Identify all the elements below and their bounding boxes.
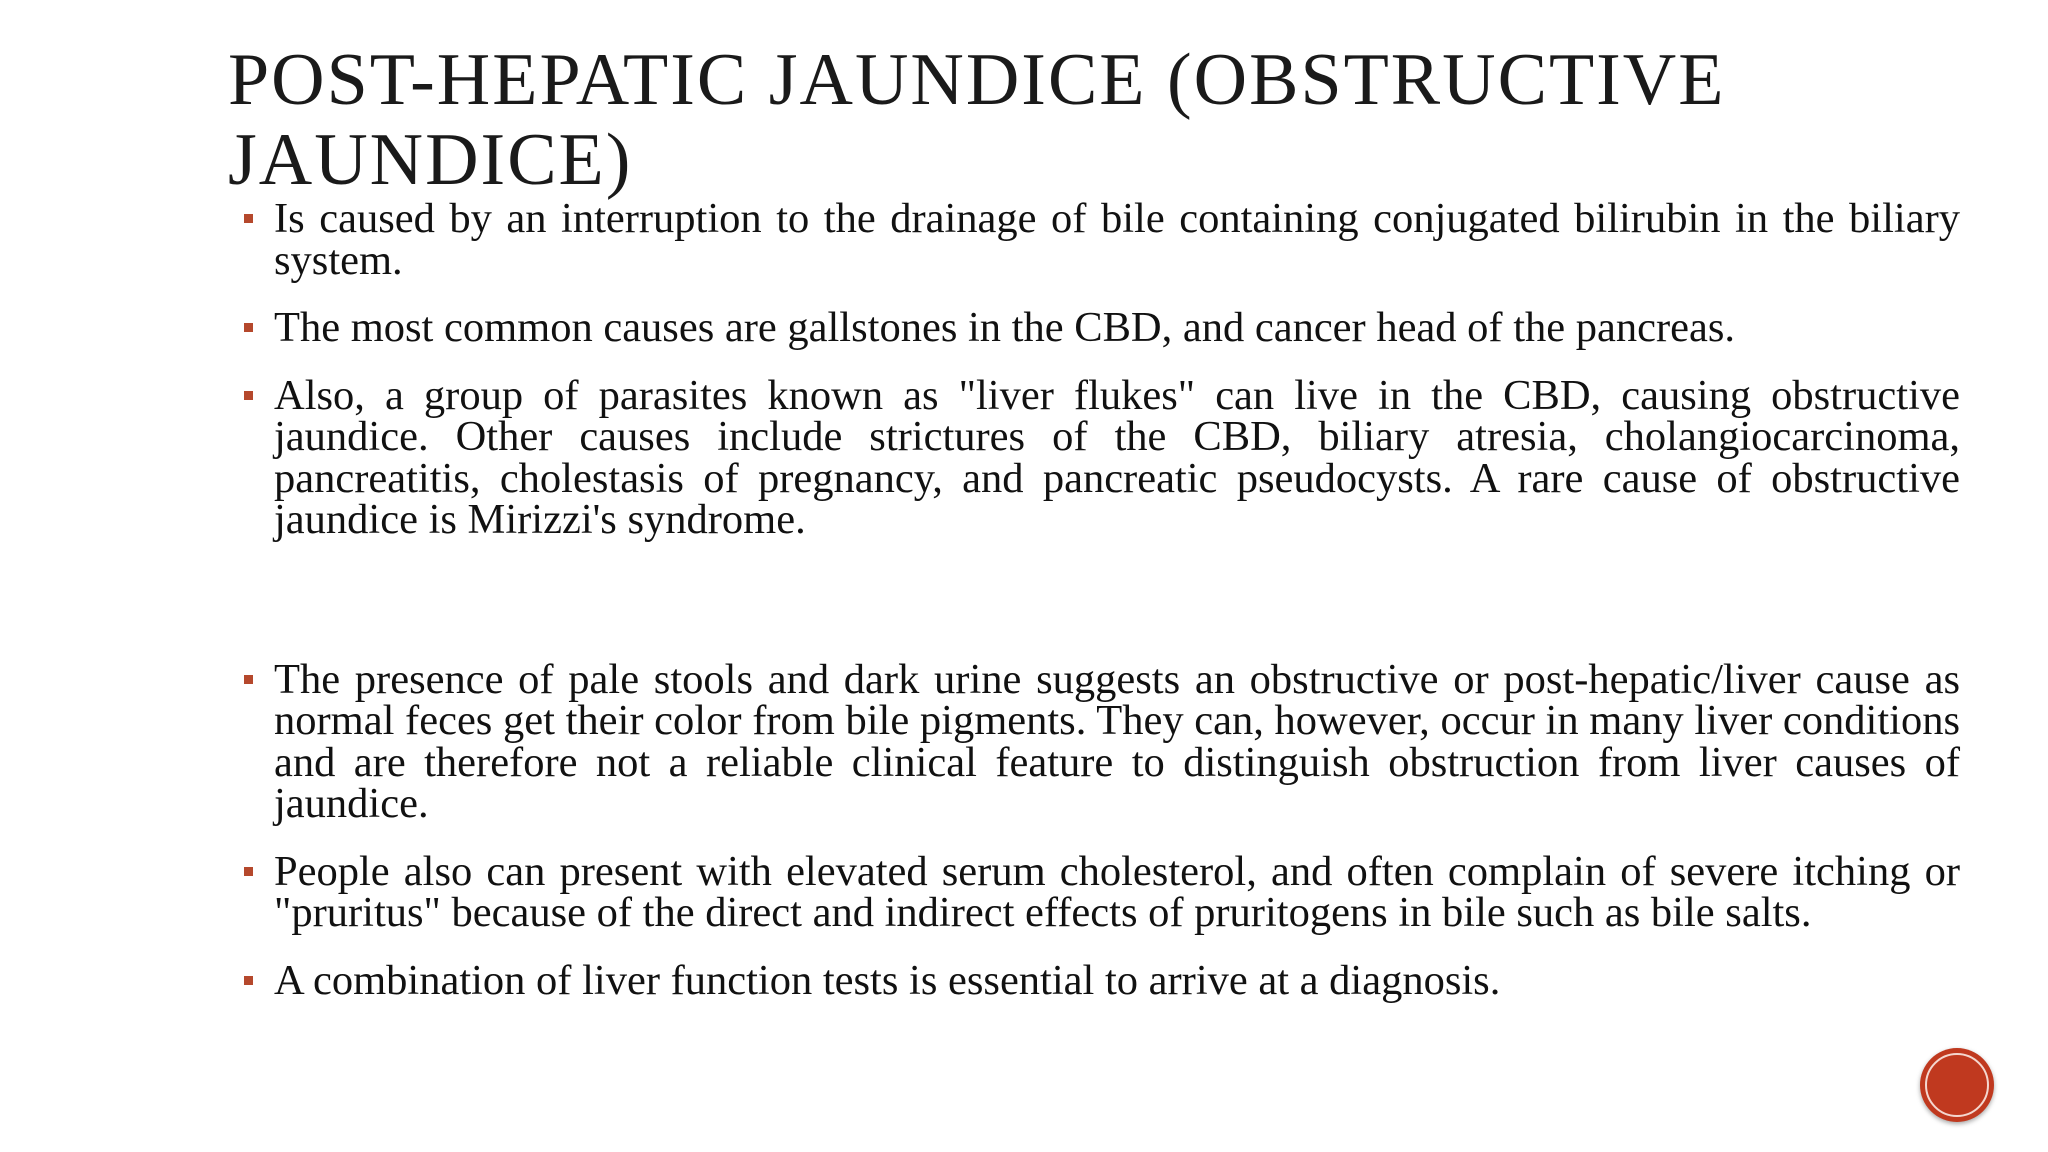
square-bullet-icon — [244, 391, 253, 400]
bullet-text: A combination of liver function tests is essential to arrive at a diagnosis. — [274, 956, 1501, 1004]
bullet-item — [244, 956, 1960, 1004]
circle-nav-icon[interactable] — [1920, 1048, 1994, 1122]
square-bullet-icon — [244, 323, 253, 332]
slide-title: POST-HEPATIC JAUNDICE (OBSTRUCTIVE JAUNDICE) — [228, 39, 1726, 201]
bullet-item — [244, 304, 1960, 351]
bullet-text: People also can present with elevated serum cholesterol, and often complain of severe itching or "pruritus" because of the direct and indirect effects of pruritogens in bile such as bile salts. — [274, 847, 1960, 936]
bullet-list — [244, 195, 1960, 1027]
square-bullet-icon — [244, 675, 253, 684]
bullet-text: The most common causes are gallstones in the CBD, and cancer head of the pancreas. — [274, 304, 1736, 351]
bullet-item — [244, 847, 1960, 936]
bullet-text: Is caused by an interruption to the drainage of bile containing conjugated bilirubin in the biliary system. — [274, 195, 1960, 284]
bullet-text: The presence of pale stools and dark urine suggests an obstructive or post-hepatic/liver cause as normal feces get their color from bile pigments. They can, however, occur in many liver conditions and are therefore not a reliable clinical feature to distinguish obstruction from liver causes of jaundice. — [274, 655, 1960, 827]
bullet-item — [244, 655, 1960, 827]
square-bullet-icon — [244, 867, 253, 876]
square-bullet-icon — [244, 976, 253, 985]
bullet-item — [244, 371, 1960, 543]
bullet-text: Also, a group of parasites known as "liver flukes" can live in the CBD, causing obstructive jaundice. Other causes include strictures of the CBD, biliary atresia, cholangiocarcinoma, pancreatitis, cholestasis of pregnancy, and pancreatic pseudocysts. A rare cause of obstructive jaundice is Mirizzi's syndrome. — [274, 371, 1960, 543]
bullet-item — [244, 195, 1960, 284]
square-bullet-icon — [244, 214, 253, 223]
